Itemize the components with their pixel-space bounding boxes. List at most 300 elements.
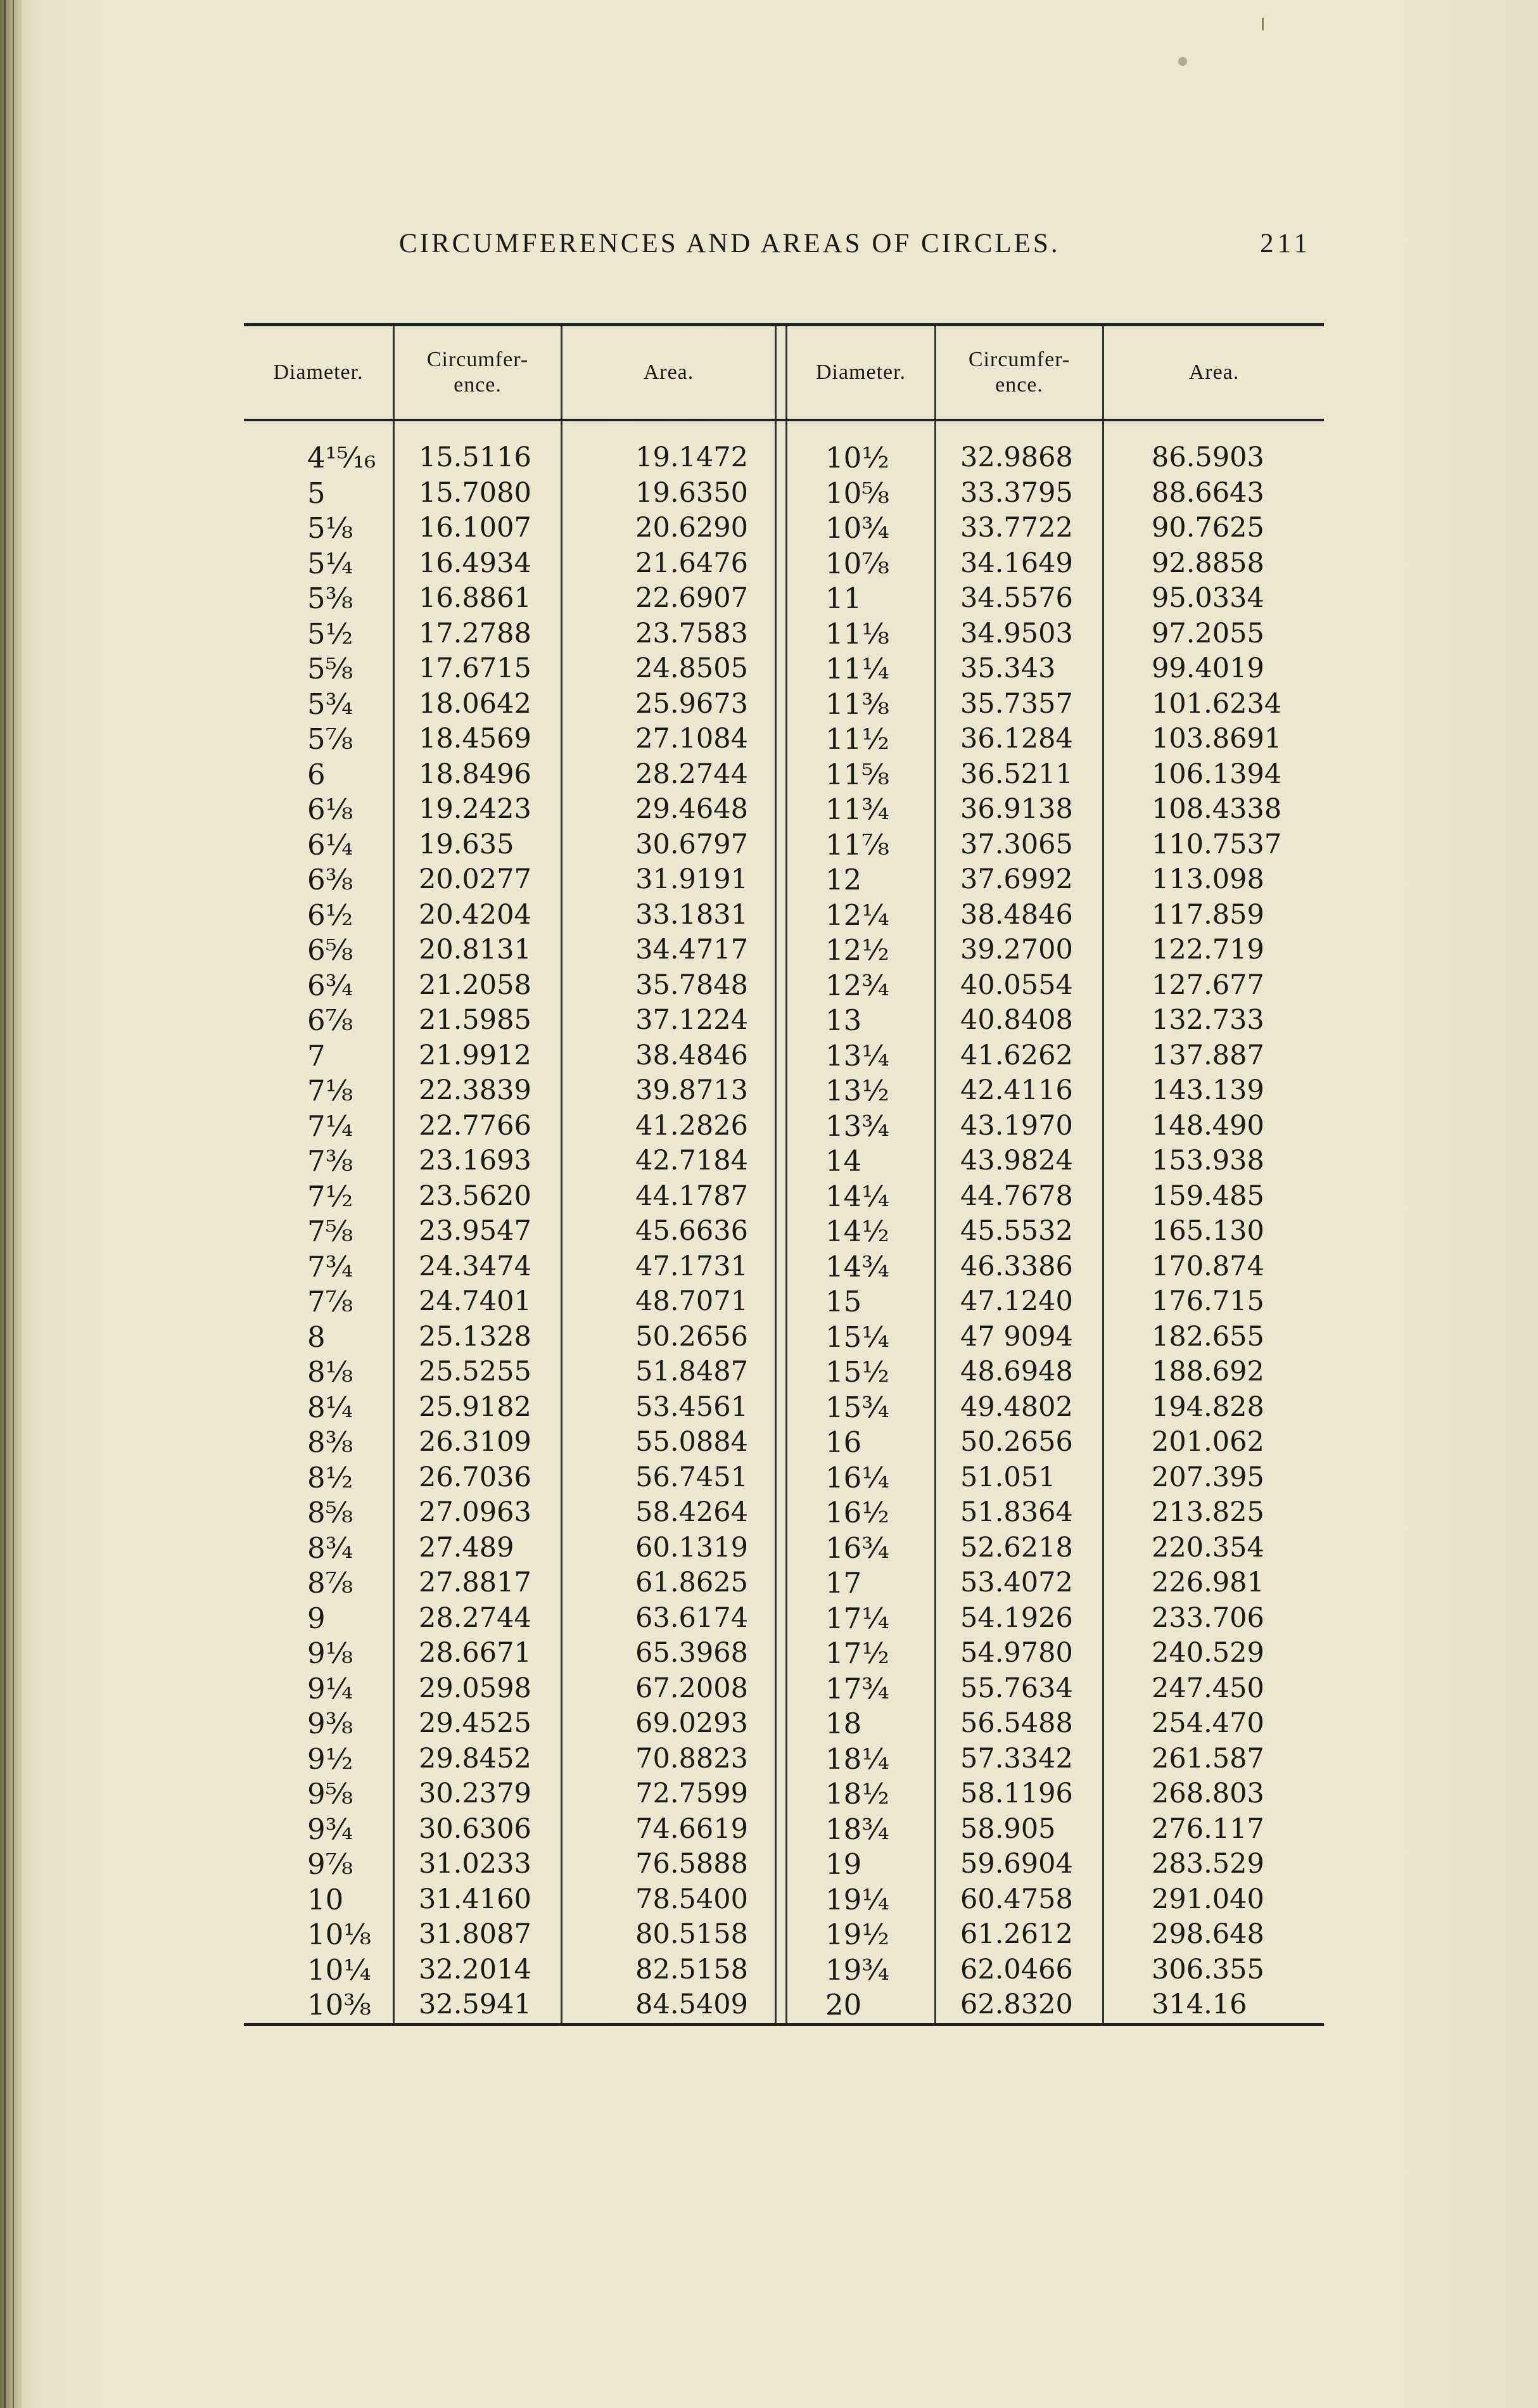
diameter-cell: 5⅞	[244, 722, 394, 757]
diameter-cell-right: 18½	[787, 1776, 936, 1812]
circumference-header-line1: Circumfer-	[968, 348, 1071, 371]
diameter-cell: 6⅝	[244, 933, 394, 968]
diameter-cell: 7¾	[244, 1249, 394, 1285]
circumference-cell-right: 40.0554	[936, 968, 1103, 1003]
column-gap	[776, 1460, 787, 1496]
circumference-cell: 27.0963	[394, 1495, 562, 1531]
circumference-cell: 15.7080	[394, 476, 562, 511]
column-gap	[776, 1601, 787, 1636]
table-row	[244, 1320, 1324, 1355]
area-cell-right: 90.7625	[1152, 512, 1264, 544]
circumference-cell-right: 60.4758	[936, 1882, 1103, 1918]
diameter-cell: 7	[244, 1038, 394, 1074]
area-cell-right: 132.733	[1152, 1004, 1264, 1036]
area-cell-right: 110.7537	[1152, 828, 1282, 860]
table-row	[244, 1425, 1324, 1460]
area-cell-right: 254.470	[1152, 1707, 1264, 1739]
circumference-cell: 29.8452	[394, 1742, 562, 1777]
circumference-cell-right: 36.9138	[936, 792, 1103, 827]
table-row	[244, 1601, 1324, 1636]
column-gap	[776, 1531, 787, 1566]
area-cell-right: 220.354	[1152, 1531, 1264, 1564]
table-row	[244, 687, 1324, 722]
circumference-cell: 32.5941	[394, 1987, 562, 2024]
diameter-cell-right: 10¾	[787, 511, 936, 546]
area-cell: 44.1787	[562, 1179, 776, 1214]
diameter-cell: 9¼	[244, 1671, 394, 1707]
circumference-cell-right: 49.4802	[936, 1390, 1103, 1425]
circumference-cell-right: 33.7722	[936, 511, 1103, 546]
table-row	[244, 511, 1324, 546]
page-speck	[1178, 57, 1187, 66]
column-gap	[776, 687, 787, 722]
table-row	[244, 1003, 1324, 1038]
table-row	[244, 1636, 1324, 1671]
spacer-cell	[776, 420, 787, 440]
diameter-cell-right: 19	[787, 1847, 936, 1882]
area-cell: 58.4264	[562, 1495, 776, 1531]
column-gap	[776, 651, 787, 687]
table-row	[244, 827, 1324, 863]
area-cell: 24.8505	[562, 651, 776, 687]
area-cell-right: 306.355	[1152, 1953, 1264, 1985]
column-gap	[776, 1284, 787, 1320]
area-cell-right: 182.655	[1152, 1320, 1264, 1353]
column-gap	[776, 476, 787, 511]
circumference-cell: 19.635	[394, 827, 562, 863]
table-row	[244, 581, 1324, 616]
table-row	[244, 1354, 1324, 1390]
area-cell: 63.6174	[562, 1601, 776, 1636]
column-gap	[776, 1636, 787, 1671]
column-gap	[776, 968, 787, 1003]
circumference-cell: 20.0277	[394, 862, 562, 898]
diameter-cell: 5¼	[244, 546, 394, 582]
table-row	[244, 1742, 1324, 1777]
area-cell-right: 95.0334	[1152, 582, 1264, 614]
circumference-cell-right: 44.7678	[936, 1179, 1103, 1214]
diameter-cell: 5	[244, 476, 394, 511]
circumference-cell: 23.9547	[394, 1214, 562, 1249]
diameter-cell: 8⅛	[244, 1354, 394, 1390]
diameter-cell: 5⅜	[244, 581, 394, 616]
diameter-cell: 6¾	[244, 968, 394, 1003]
diameter-cell: 9¾	[244, 1812, 394, 1847]
column-gap	[776, 1495, 787, 1531]
table-header-row	[244, 325, 1324, 421]
area-cell-right: 117.859	[1152, 898, 1264, 931]
area-cell: 29.4648	[562, 792, 776, 827]
table-spacer-row	[244, 420, 1324, 440]
area-cell-right: 86.5903	[1152, 442, 1264, 473]
diameter-cell: 6⅛	[244, 792, 394, 827]
circumference-cell: 24.3474	[394, 1249, 562, 1285]
area-header	[562, 325, 776, 421]
diameter-cell-right: 11⅛	[787, 616, 936, 652]
circumference-cell-right: 53.4072	[936, 1565, 1103, 1601]
circumference-cell: 31.8087	[394, 1917, 562, 1953]
column-gap	[776, 898, 787, 933]
diameter-cell-right: 12¾	[787, 968, 936, 1003]
circumference-cell-right: 48.6948	[936, 1354, 1103, 1390]
diameter-cell: 8⅜	[244, 1425, 394, 1460]
table-row	[244, 1671, 1324, 1707]
circumference-cell-right: 59.6904	[936, 1847, 1103, 1882]
diameter-cell-right: 15¼	[787, 1320, 936, 1355]
diameter-cell: 8¼	[244, 1390, 394, 1425]
table-row	[244, 1284, 1324, 1320]
column-gap	[776, 1565, 787, 1601]
column-gap	[776, 1073, 787, 1109]
diameter-cell: 9⅝	[244, 1776, 394, 1812]
column-gap	[776, 1776, 787, 1812]
area-cell: 31.9191	[562, 862, 776, 898]
area-cell: 42.7184	[562, 1143, 776, 1179]
area-cell: 84.5409	[562, 1987, 776, 2024]
circumference-cell: 21.5985	[394, 1003, 562, 1038]
column-gap	[776, 1390, 787, 1425]
column-gap	[776, 1214, 787, 1249]
area-cell-right: 143.139	[1152, 1074, 1264, 1106]
circumference-cell-right: 46.3386	[936, 1249, 1103, 1285]
table-row	[244, 1143, 1324, 1179]
area-cell-right: 99.4019	[1152, 653, 1264, 684]
area-cell-right: 226.981	[1152, 1567, 1264, 1598]
diameter-cell-right: 11⅞	[787, 827, 936, 863]
circumference-cell-right: 39.2700	[936, 933, 1103, 968]
diameter-cell-right: 20	[787, 1987, 936, 2024]
spine-edge-line	[13, 0, 14, 2408]
diameter-cell-right: 18¼	[787, 1742, 936, 1777]
column-gap	[776, 546, 787, 582]
column-gap	[776, 792, 787, 827]
diameter-header-label: Diameter.	[815, 360, 906, 384]
diameter-cell-right: 17¼	[787, 1601, 936, 1636]
area-cell: 19.1472	[562, 440, 776, 476]
area-cell-right: 113.098	[1152, 863, 1264, 895]
area-cell-right: 122.719	[1152, 934, 1264, 965]
area-cell: 20.6290	[562, 511, 776, 546]
area-cell-right: 108.4338	[1152, 793, 1282, 825]
diameter-cell: 8½	[244, 1460, 394, 1496]
diameter-cell: 6½	[244, 898, 394, 933]
table-row	[244, 1917, 1324, 1953]
area-cell-right: 314.16	[1152, 1989, 1247, 2020]
area-cell-right: 127.677	[1152, 969, 1264, 1001]
diameter-cell-right: 11⅜	[787, 687, 936, 722]
page-number: 211	[1260, 229, 1311, 258]
diameter-cell: 9½	[244, 1742, 394, 1777]
circumference-header-right	[936, 325, 1103, 421]
circumference-cell: 31.0233	[394, 1847, 562, 1882]
column-gap	[776, 1987, 787, 2024]
table-row	[244, 1495, 1324, 1531]
area-cell: 25.9673	[562, 687, 776, 722]
area-cell: 19.6350	[562, 476, 776, 511]
area-cell: 72.7599	[562, 1776, 776, 1812]
area-cell-right: 88.6643	[1152, 476, 1264, 509]
circumference-cell: 20.4204	[394, 898, 562, 933]
diameter-cell: 7½	[244, 1179, 394, 1214]
table-row	[244, 1987, 1324, 2024]
diameter-header	[244, 325, 394, 421]
circumference-cell: 25.9182	[394, 1390, 562, 1425]
diameter-cell-right: 17½	[787, 1636, 936, 1671]
column-gap	[776, 1847, 787, 1882]
circumference-cell-right: 62.8320	[936, 1987, 1103, 2024]
diameter-cell-right: 18	[787, 1706, 936, 1742]
circumference-cell-right: 54.9780	[936, 1636, 1103, 1671]
page-header	[399, 228, 1311, 266]
diameter-cell-right: 12½	[787, 933, 936, 968]
circumference-cell-right: 41.6262	[936, 1038, 1103, 1074]
circumference-cell-right: 61.2612	[936, 1917, 1103, 1953]
diameter-cell-right: 12	[787, 862, 936, 898]
diameter-cell-right: 14	[787, 1143, 936, 1179]
area-cell-right: 207.395	[1152, 1461, 1264, 1493]
table-row	[244, 1882, 1324, 1918]
circumference-cell-right: 43.1970	[936, 1109, 1103, 1144]
table-row	[244, 1179, 1324, 1214]
area-cell-right: 176.715	[1152, 1285, 1264, 1317]
diameter-cell: 5½	[244, 616, 394, 652]
diameter-cell-right: 16¾	[787, 1531, 936, 1566]
circumference-cell: 15.5116	[394, 440, 562, 476]
column-gap	[776, 511, 787, 546]
diameter-cell-right: 14¾	[787, 1249, 936, 1285]
circumference-cell-right: 40.8408	[936, 1003, 1103, 1038]
table-row	[244, 1776, 1324, 1812]
column-gap	[776, 1354, 787, 1390]
area-cell: 53.4561	[562, 1390, 776, 1425]
area-cell-right: 240.529	[1152, 1637, 1264, 1669]
circumference-cell: 24.7401	[394, 1284, 562, 1320]
circumference-cell-right: 50.2656	[936, 1425, 1103, 1460]
area-cell: 35.7848	[562, 968, 776, 1003]
column-gap	[776, 1143, 787, 1179]
column-gap	[776, 1953, 787, 1988]
diameter-header-right	[787, 325, 936, 421]
spacer-cell	[562, 420, 776, 440]
circumference-cell: 18.4569	[394, 722, 562, 757]
column-gap	[776, 1671, 787, 1707]
area-header-label: Area.	[1188, 360, 1240, 384]
circumference-cell-right: 45.5532	[936, 1214, 1103, 1249]
circumference-cell: 28.6671	[394, 1636, 562, 1671]
column-gap	[776, 581, 787, 616]
circumference-cell-right: 37.3065	[936, 827, 1103, 863]
table-row	[244, 1073, 1324, 1109]
book-spine	[0, 0, 22, 2408]
diameter-cell: 9⅛	[244, 1636, 394, 1671]
circumference-cell: 18.8496	[394, 757, 562, 793]
spacer-cell	[936, 420, 1103, 440]
table-body	[244, 420, 1324, 2024]
circumference-cell-right: 43.9824	[936, 1143, 1103, 1179]
circumference-cell: 27.8817	[394, 1565, 562, 1601]
diameter-cell-right: 14¼	[787, 1179, 936, 1214]
area-cell-right: 233.706	[1152, 1602, 1264, 1634]
area-cell: 37.1224	[562, 1003, 776, 1038]
diameter-cell: 10	[244, 1882, 394, 1918]
circles-table	[244, 323, 1324, 2026]
table-row	[244, 968, 1324, 1003]
diameter-cell: 6¼	[244, 827, 394, 863]
circumference-cell-right: 38.4846	[936, 898, 1103, 933]
diameter-cell-right: 16¼	[787, 1460, 936, 1496]
table-row	[244, 1214, 1324, 1249]
column-gap	[776, 757, 787, 793]
circumference-cell-right: 47.1240	[936, 1284, 1103, 1320]
diameter-cell-right: 11	[787, 581, 936, 616]
area-cell: 50.2656	[562, 1320, 776, 1355]
circumference-cell-right: 51.8364	[936, 1495, 1103, 1531]
table-row	[244, 1249, 1324, 1285]
area-cell-right: 213.825	[1152, 1496, 1264, 1528]
column-gap	[776, 1812, 787, 1847]
circumference-cell: 27.489	[394, 1531, 562, 1566]
circumference-cell-right: 58.905	[936, 1812, 1103, 1847]
circumference-cell-right: 34.1649	[936, 546, 1103, 582]
diameter-cell-right: 11¾	[787, 792, 936, 827]
diameter-cell-right: 13	[787, 1003, 936, 1038]
column-gap	[776, 1882, 787, 1918]
circumference-cell: 16.4934	[394, 546, 562, 582]
column-gap	[776, 722, 787, 757]
table-row	[244, 862, 1324, 898]
area-cell-right: 159.485	[1152, 1180, 1264, 1212]
diameter-cell-right: 11⅝	[787, 757, 936, 793]
table-header	[244, 325, 1324, 421]
diameter-cell: 8⅝	[244, 1495, 394, 1531]
area-cell: 23.7583	[562, 616, 776, 652]
column-gap	[776, 827, 787, 863]
diameter-cell-right: 17	[787, 1565, 936, 1601]
column-gap	[776, 1003, 787, 1038]
circumference-cell: 25.5255	[394, 1354, 562, 1390]
circumference-cell: 20.8131	[394, 933, 562, 968]
circumference-cell: 26.7036	[394, 1460, 562, 1496]
area-cell-right: 268.803	[1152, 1778, 1264, 1809]
area-cell-right: 276.117	[1152, 1812, 1264, 1845]
table-row	[244, 616, 1324, 652]
area-cell-right: 201.062	[1152, 1426, 1264, 1458]
area-cell: 56.7451	[562, 1460, 776, 1496]
table-row	[244, 898, 1324, 933]
circumference-cell-right: 52.6218	[936, 1531, 1103, 1566]
table-row	[244, 792, 1324, 827]
table-row	[244, 1847, 1324, 1882]
area-cell: 76.5888	[562, 1847, 776, 1882]
diameter-cell-right: 19¼	[787, 1882, 936, 1918]
area-cell: 69.0293	[562, 1706, 776, 1742]
circumference-cell-right: 47 9094	[936, 1320, 1103, 1355]
diameter-header-label: Diameter.	[273, 360, 364, 384]
table-row	[244, 476, 1324, 511]
diameter-cell: 7¼	[244, 1109, 394, 1144]
column-gap	[776, 1742, 787, 1777]
column-gap	[776, 440, 787, 476]
area-cell: 45.6636	[562, 1214, 776, 1249]
circumference-cell-right: 34.9503	[936, 616, 1103, 652]
area-cell: 55.0884	[562, 1425, 776, 1460]
spacer-cell	[244, 420, 394, 440]
table-row	[244, 1812, 1324, 1847]
table-row	[244, 1706, 1324, 1742]
diameter-cell: 8	[244, 1320, 394, 1355]
table-row	[244, 1460, 1324, 1496]
area-cell-right: 97.2055	[1152, 617, 1264, 649]
diameter-cell: 5⅛	[244, 511, 394, 546]
area-cell-right: 291.040	[1152, 1883, 1264, 1915]
area-cell-right: 165.130	[1152, 1215, 1264, 1247]
diameter-cell-right: 15	[787, 1284, 936, 1320]
circumference-cell: 19.2423	[394, 792, 562, 827]
diameter-cell: 4¹⁵⁄₁₆	[244, 440, 394, 476]
area-cell-right: 283.529	[1152, 1848, 1264, 1880]
area-cell: 74.6619	[562, 1812, 776, 1847]
area-cell: 39.8713	[562, 1073, 776, 1109]
diameter-cell: 7⅝	[244, 1214, 394, 1249]
circumference-cell-right: 51.051	[936, 1460, 1103, 1496]
diameter-cell-right: 15½	[787, 1354, 936, 1390]
circumference-cell-right: 56.5488	[936, 1706, 1103, 1742]
diameter-cell: 5¾	[244, 687, 394, 722]
table-row	[244, 1565, 1324, 1601]
area-cell-right: 106.1394	[1152, 758, 1282, 790]
area-cell: 65.3968	[562, 1636, 776, 1671]
circumference-cell: 22.3839	[394, 1073, 562, 1109]
diameter-cell-right: 11¼	[787, 651, 936, 687]
circumference-cell: 29.0598	[394, 1671, 562, 1707]
diameter-cell: 8¾	[244, 1531, 394, 1566]
circumference-cell: 32.2014	[394, 1953, 562, 1988]
diameter-cell-right: 11½	[787, 722, 936, 757]
circumference-header	[394, 325, 562, 421]
diameter-cell: 5⅝	[244, 651, 394, 687]
diameter-cell: 7⅞	[244, 1284, 394, 1320]
circumference-cell-right: 33.3795	[936, 476, 1103, 511]
circumference-cell: 16.1007	[394, 511, 562, 546]
circumference-cell: 22.7766	[394, 1109, 562, 1144]
area-cell: 34.4717	[562, 933, 776, 968]
table-row	[244, 722, 1324, 757]
column-gap	[776, 933, 787, 968]
table-row	[244, 1038, 1324, 1074]
area-cell-right: 194.828	[1152, 1391, 1264, 1423]
area-cell-right: 247.450	[1152, 1672, 1264, 1704]
diameter-cell: 6⅞	[244, 1003, 394, 1038]
page-speck	[1262, 18, 1264, 30]
column-gap	[776, 1109, 787, 1144]
diameter-cell-right: 16	[787, 1425, 936, 1460]
area-cell: 30.6797	[562, 827, 776, 863]
column-gap	[776, 1179, 787, 1214]
column-gap	[776, 1038, 787, 1074]
area-cell-right: 261.587	[1152, 1742, 1264, 1774]
diameter-cell: 9⅜	[244, 1706, 394, 1742]
diameter-cell-right: 19¾	[787, 1953, 936, 1988]
area-cell-right: 170.874	[1152, 1250, 1264, 1282]
circumference-cell-right: 34.5576	[936, 581, 1103, 616]
circumference-cell-right: 35.343	[936, 651, 1103, 687]
circumference-cell-right: 36.1284	[936, 722, 1103, 757]
table-row	[244, 440, 1324, 476]
column-gap	[776, 325, 787, 421]
circumference-cell-right: 57.3342	[936, 1742, 1103, 1777]
circumference-cell-right: 58.1196	[936, 1776, 1103, 1812]
area-header-right	[1103, 325, 1325, 421]
